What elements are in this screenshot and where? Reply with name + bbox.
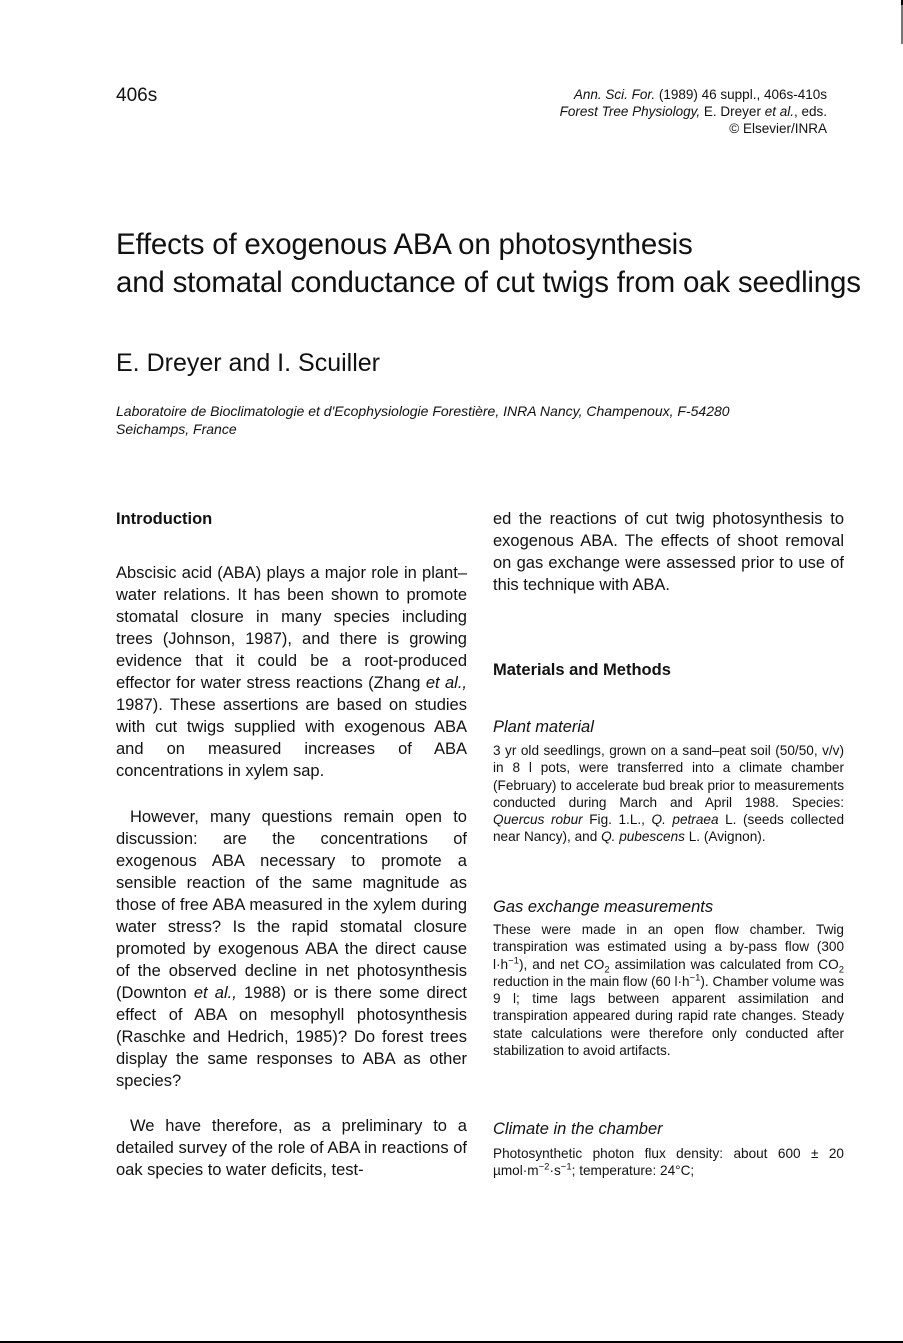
title-line-1: Effects of exogenous ABA on photosynthesis xyxy=(116,228,693,261)
climate-text-3: ; temperature: 24°C; xyxy=(571,1163,695,1179)
intro-p3-text-left: We have therefore, as a preliminary to a detailed survey of the role of ABA in reactions of oak species to water deficits, test- xyxy=(116,1117,467,1179)
intro-p2-text-b: 1988) or is there some direct effect of ABA on mesophyll photosynthesis (Raschke and Hedrich, 1985)? Do forest trees display the same responses to ABA as other species? xyxy=(116,984,467,1090)
affiliation-line-2: Seichamps, France xyxy=(116,421,237,437)
gas-text-5: ). Chamber volume was 9 l; time lags between apparent assimilation and transpiration appeared during rapid rate changes. Steady state calculations were therefore only conducted after stabilization to avoid artifacts. xyxy=(493,973,844,1059)
species-q-petraea: Q. petraea xyxy=(651,812,719,828)
intro-paragraph-2 xyxy=(116,806,467,1092)
gas-text-2: ), and net CO xyxy=(518,956,605,972)
intro-p2-etal: et al., xyxy=(193,984,237,1002)
climate-text-1: Photosynthetic photon flux density: about 600 ± 20 µmol·m xyxy=(493,1146,844,1179)
climate-text xyxy=(493,1145,844,1180)
article-title xyxy=(116,226,861,302)
journal-citation xyxy=(560,86,827,137)
superscript: −1 xyxy=(560,1161,572,1173)
authors: E. Dreyer and I. Scuiller xyxy=(116,349,380,377)
superscript: −1 xyxy=(508,955,519,967)
plant-text-a: 3 yr old seedlings, grown on a sand–peat soil (50/50, v/v) in 8 l pots, were transferred into a climate chamber (February) to accelerate bud break prior to measurements conducted during March and April 1988. Species: xyxy=(493,743,844,810)
plant-text-b: Fig. 1.L., xyxy=(582,812,652,828)
page-number: 406s xyxy=(116,85,158,106)
eds-label: , eds. xyxy=(793,104,827,119)
et-al: et al. xyxy=(764,104,794,119)
climate-text-2: ·s xyxy=(549,1163,561,1179)
editor-name: E. Dreyer xyxy=(700,104,765,119)
introduction-heading: Introduction xyxy=(116,510,213,528)
intro-p1-text-a: Abscisic acid (ABA) plays a major role in plant–water relations. It has been shown to promote stomatal closure in many species including trees (Johnson, 1987), and there is growing evidence that it could be a root-produced effector for water stress reactions (Zhang xyxy=(116,564,467,692)
species-q-pubescens: Q. pubescens xyxy=(601,829,685,845)
intro-p2-text-a: However, many questions remain open to discussion: are the concentrations of exogenous ABA necessary to promote a sensible reaction of the same magnitude as those of free ABA measured in the xylem during water stress? Is the rapid stomatal closure promoted by exogenous ABA the direct cause of the observed decline in net photosynthesis (Downton xyxy=(116,808,467,1002)
affiliation-line-1: Laboratoire de Bioclimatologie et d'Ecophysiologie Forestière, INRA Nancy, Champenoux, F-54280 xyxy=(116,403,730,419)
plant-material-text xyxy=(493,742,844,846)
book-title: Forest Tree Physiology, xyxy=(559,104,701,119)
plant-text-c: L. (seeds collected near Nancy), and xyxy=(493,812,845,845)
intro-paragraph-3-end: ed the reactions of cut twig photosynthesis to exogenous ABA. The effects of shoot removal on gas exchange were assessed prior to use of this technique with ABA. xyxy=(493,510,844,594)
gas-exchange-heading: Gas exchange measurements xyxy=(493,898,714,916)
gas-text-1: These were made in an open flow chamber. Twig transpiration was estimated using a by-pass flow (300 l·h xyxy=(493,922,844,972)
intro-p1-etal: et al., xyxy=(425,674,467,692)
methods-heading: Materials and Methods xyxy=(493,661,671,679)
journal-name: Ann. Sci. For. xyxy=(573,87,656,102)
plant-text-d: L. (Avignon). xyxy=(684,829,766,845)
title-line-2: and stomatal conductance of cut twigs from oak seedlings xyxy=(116,266,861,299)
intro-paragraph-3-start xyxy=(116,1115,467,1181)
subscript: 2 xyxy=(838,964,844,976)
intro-p1-text-b: 1987). These assertions are based on studies with cut twigs supplied with exogenous ABA and on measured increases of ABA concentrations in xylem sap. xyxy=(116,696,467,780)
superscript: −1 xyxy=(689,972,701,984)
climate-heading: Climate in the chamber xyxy=(493,1120,663,1138)
copyright: © Elsevier/INRA xyxy=(729,121,827,136)
superscript: −2 xyxy=(538,1161,550,1173)
gas-text-4: reduction in the main flow (60 l·h xyxy=(493,973,690,989)
intro-paragraph-1 xyxy=(116,562,467,782)
species-quercus-robur: Quercus robur xyxy=(493,812,583,828)
plant-material-heading: Plant material xyxy=(493,718,594,736)
gas-text-3: assimilation was calculated from CO xyxy=(609,956,839,972)
affiliation xyxy=(116,402,730,438)
gas-exchange-text xyxy=(493,921,844,1059)
subscript: 2 xyxy=(604,964,610,976)
journal-volume: (1989) 46 suppl., 406s-410s xyxy=(655,87,827,102)
